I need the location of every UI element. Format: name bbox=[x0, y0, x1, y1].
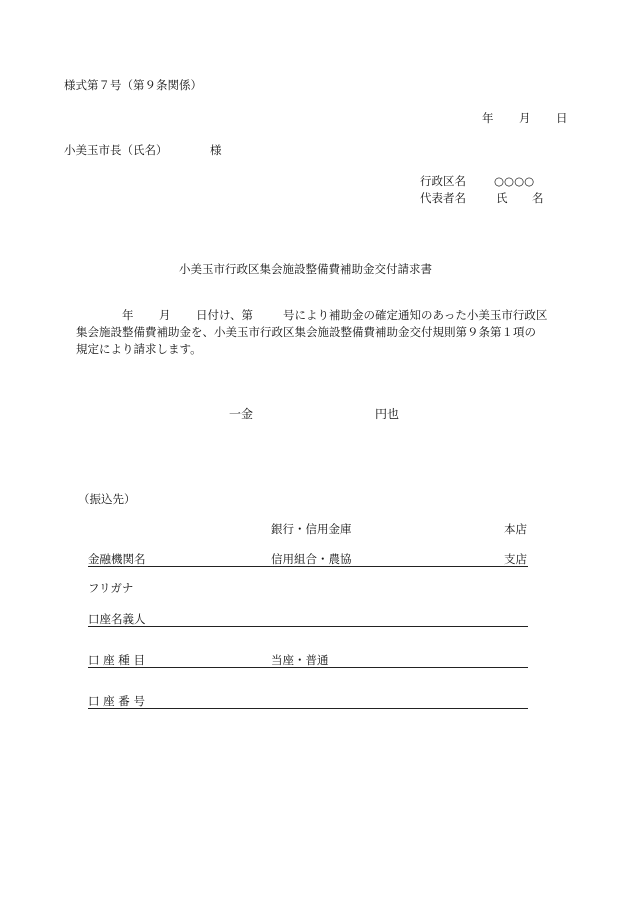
body-day-dated: 日付け、第 bbox=[196, 308, 254, 322]
bank-types-2: 信用組合・農協 bbox=[271, 552, 352, 566]
form-number: 様式第７号（第９条関係） bbox=[64, 78, 202, 92]
holder-label: 口座名義人 bbox=[88, 612, 146, 626]
body-line1-tail: 号により補助金の確定通知のあった小美玉市行政区 bbox=[283, 308, 548, 322]
body-month: 月 bbox=[159, 308, 171, 322]
addressee-name: 小美玉市長（氏名） bbox=[64, 143, 168, 157]
holder-row-line bbox=[88, 612, 528, 627]
institution-label: 金融機関名 bbox=[88, 552, 146, 566]
date-day: 日 bbox=[556, 111, 568, 125]
date-month: 月 bbox=[519, 111, 531, 125]
district-value: ○○○○ bbox=[494, 174, 535, 188]
amount-suffix: 円也 bbox=[375, 407, 400, 421]
branch: 支店 bbox=[504, 552, 527, 566]
transfer-heading: （振込先） bbox=[78, 492, 136, 506]
number-row-line bbox=[88, 694, 528, 709]
type-label: 口 座 種 目 bbox=[88, 653, 145, 667]
number-label: 口 座 番 号 bbox=[88, 694, 145, 708]
addressee-honorific: 様 bbox=[210, 143, 222, 157]
type-value: 当座・普通 bbox=[271, 653, 329, 667]
body-line2: 集会施設整備費補助金を、小美玉市行政区集会施設整備費補助金交付規則第９条第１項の bbox=[76, 325, 536, 339]
rep-label: 代表者名 bbox=[420, 191, 466, 205]
bank-types-1: 銀行・信用金庫 bbox=[271, 522, 352, 536]
district-label: 行政区名 bbox=[420, 174, 466, 188]
document-title: 小美玉市行政区集会施設整備費補助金交付請求書 bbox=[179, 262, 432, 276]
furigana-label: フリガナ bbox=[88, 581, 134, 595]
head-office: 本店 bbox=[504, 522, 527, 536]
rep-family: 氏 bbox=[496, 191, 508, 205]
date-year: 年 bbox=[482, 111, 494, 125]
body-year: 年 bbox=[122, 308, 134, 322]
body-line3: 規定により請求します。 bbox=[76, 342, 202, 356]
rep-given: 名 bbox=[532, 191, 544, 205]
amount-prefix: 一金 bbox=[229, 407, 254, 421]
